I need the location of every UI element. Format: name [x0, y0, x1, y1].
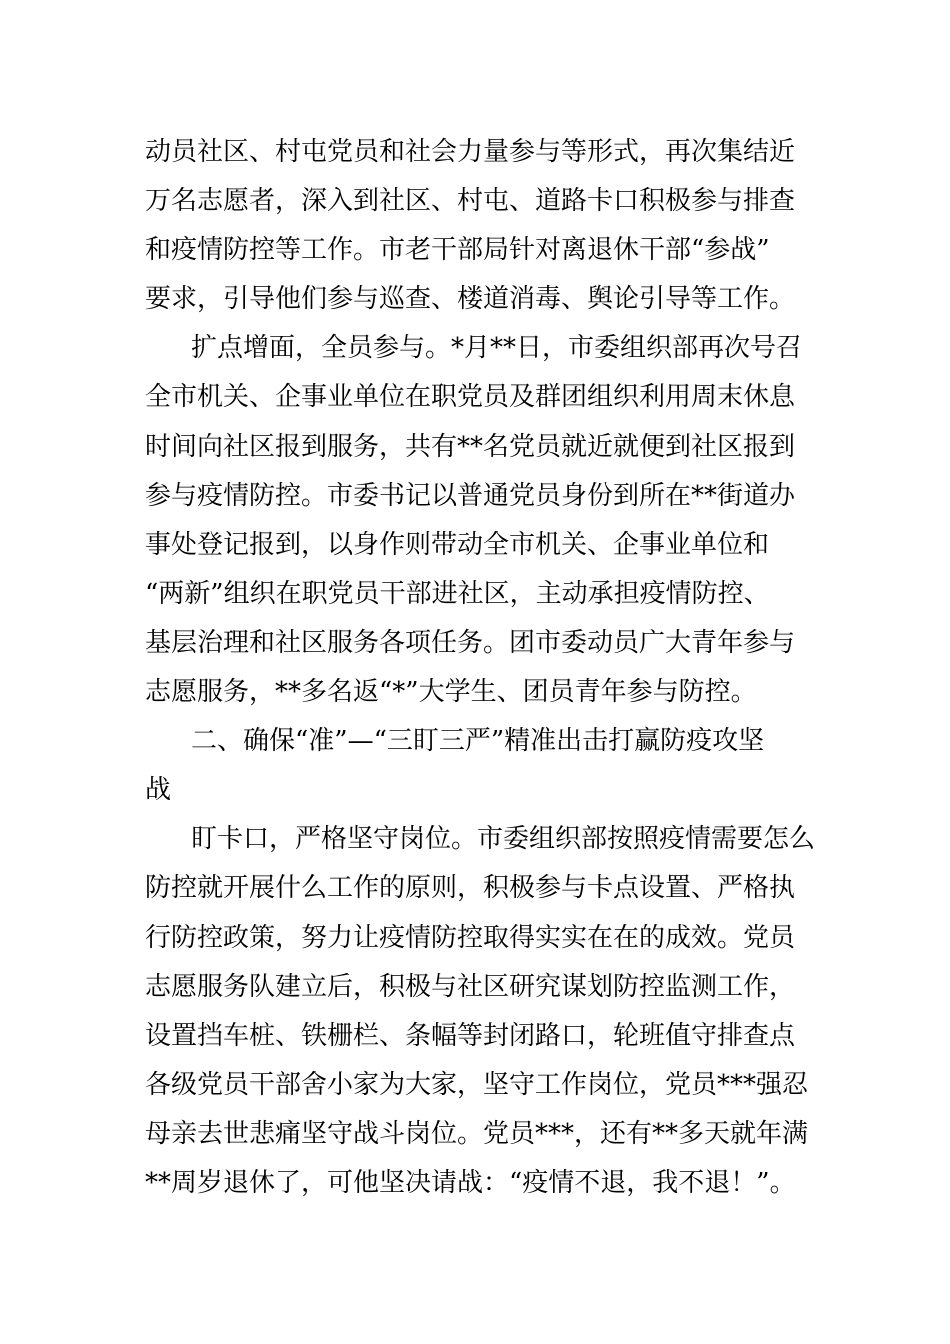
text-line: 和疫情防控等工作。市老干部局针对离退休干部“参战” [145, 235, 770, 266]
paragraph-start-line: 盯卡口，严格坚守岗位。市委组织部按照疫情需要怎么 [191, 824, 816, 855]
text-line: 万名志愿者，深入到社区、村屯、道路卡口积极参与排查 [145, 186, 796, 217]
text-line: **周岁退休了，可他坚决请战：“疫情不退，我不退！”。 [145, 1167, 796, 1198]
text-line: 设置挡车桩、铁栅栏、条幅等封闭路口，轮班值守排查点 [145, 1020, 796, 1051]
text-line: 志愿服务队建立后，积极与社区研究谋划防控监测工作， [145, 971, 796, 1002]
text-line: 事处登记报到，以身作则带动全市机关、企事业单位和 [145, 529, 770, 560]
paragraph-start-line: 扩点增面，全员参与。*月**日，市委组织部再次号召 [191, 333, 803, 364]
text-line: 志愿服务，**多名返“*”大学生、团员青年参与防控。 [145, 677, 757, 708]
text-line: 基层治理和社区服务各项任务。团市委动员广大青年参与 [145, 627, 796, 658]
text-line: 要求，引导他们参与巡查、楼道消毒、舆论引导等工作。 [145, 284, 796, 315]
text-line: 动员社区、村屯党员和社会力量参与等形式，再次集结近 [145, 137, 796, 167]
text-line: “两新”组织在职党员干部进社区，主动承担疫情防控、 [145, 578, 770, 609]
text-line: 参与疫情防控。市委书记以普通党员身份到所在**街道办 [145, 480, 796, 511]
text-line: 母亲去世悲痛坚守战斗岗位。党员***，还有**多天就年满 [145, 1118, 809, 1149]
section-heading-line: 二、确保“准”—“三盯三严”精准出击打赢防疫攻坚 [191, 726, 765, 757]
document-body [145, 128, 865, 1208]
section-heading-line: 战 [145, 775, 172, 806]
text-line: 防控就开展什么工作的原则，积极参与卡点设置、严格执 [145, 873, 796, 904]
text-line: 各级党员干部舍小家为大家，坚守工作岗位，党员***强忍 [145, 1069, 809, 1100]
text-line: 行防控政策，努力让疫情防控取得实实在在的成效。党员 [145, 922, 796, 953]
text-line: 时间向社区报到服务，共有**名党员就近就便到社区报到 [145, 431, 796, 462]
text-line: 全市机关、企事业单位在职党员及群团组织利用周末休息 [145, 382, 796, 413]
